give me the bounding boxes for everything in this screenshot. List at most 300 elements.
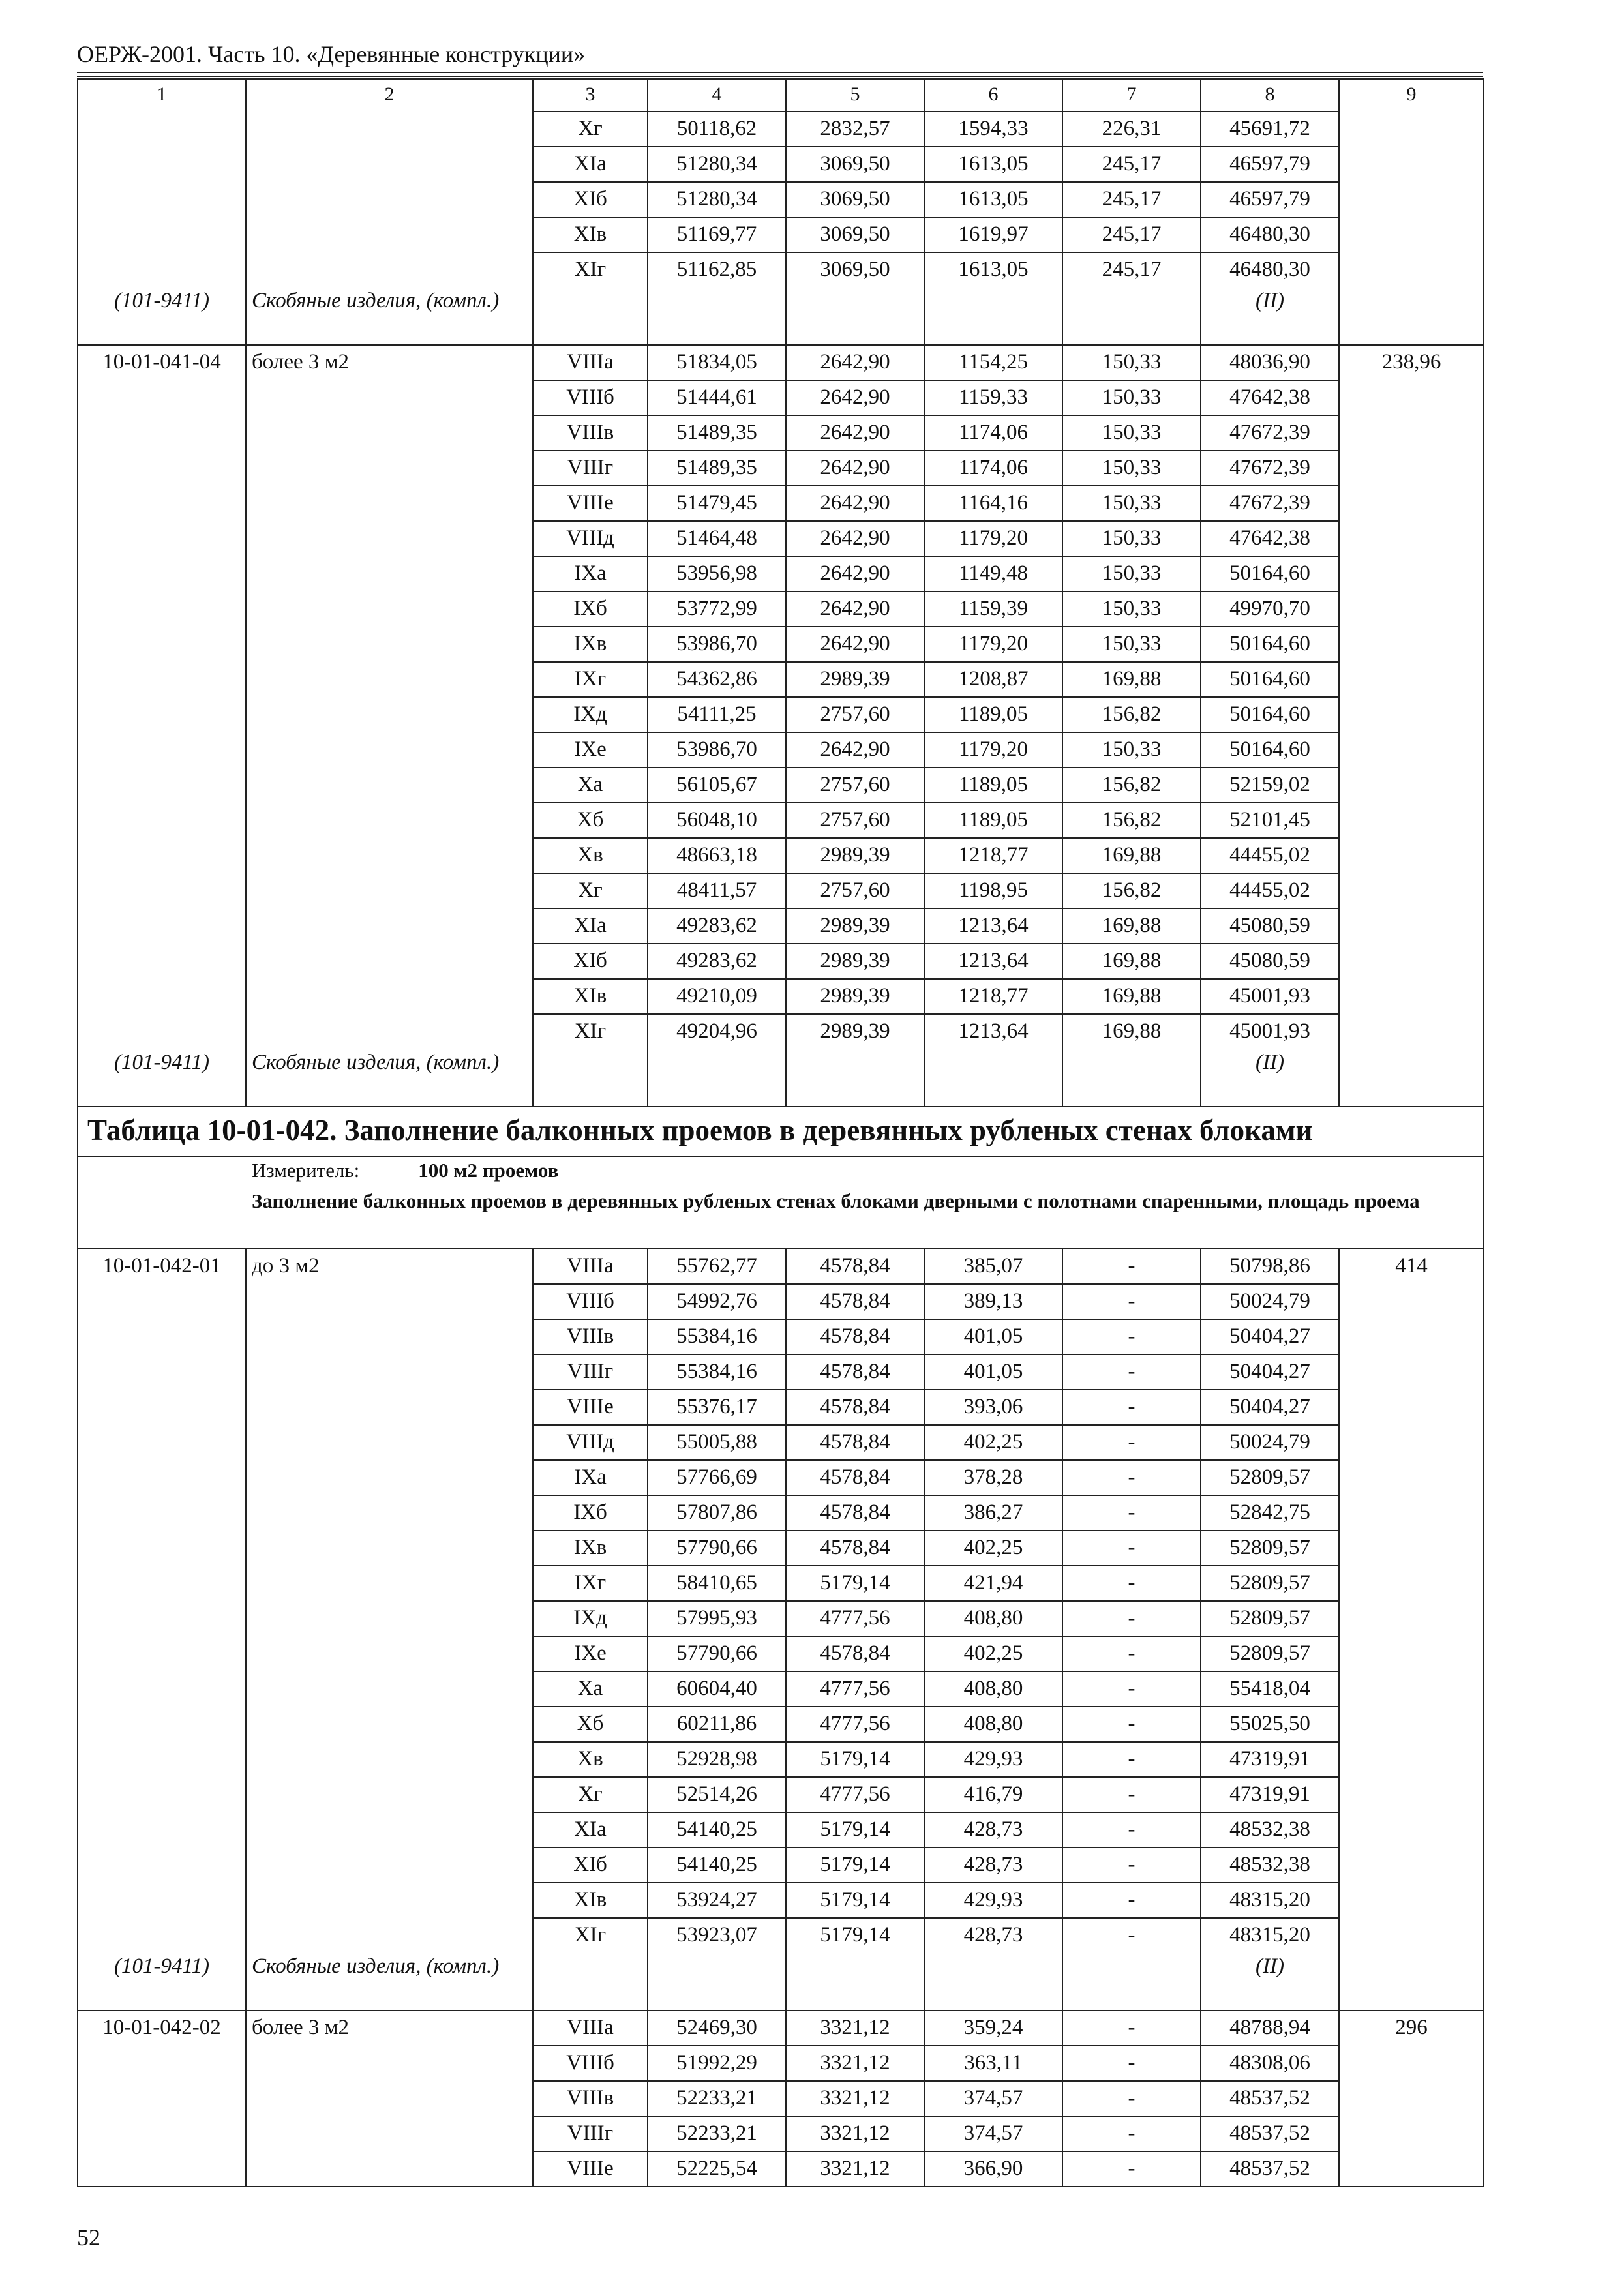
empty-cell xyxy=(246,415,533,451)
value-cell: - xyxy=(1062,1636,1201,1671)
value-cell: 51834,05 xyxy=(648,345,786,380)
price-table xyxy=(77,78,1484,2187)
zone-code: Хг xyxy=(533,873,648,908)
empty-cell xyxy=(78,1742,246,1777)
meter-value: 100 м2 проемов xyxy=(418,1159,559,1182)
value-cell: 45080,59 xyxy=(1201,944,1339,979)
empty-cell xyxy=(1339,521,1484,556)
value-cell: 50164,60 xyxy=(1201,732,1339,768)
value-cell: 2989,39 xyxy=(786,908,924,944)
table-row xyxy=(78,217,1484,252)
column-number: 5 xyxy=(786,79,924,112)
value-cell: 4578,84 xyxy=(786,1636,924,1671)
value-cell: - xyxy=(1062,1918,1201,1952)
value-cell: 1208,87 xyxy=(924,662,1062,697)
zone-code: VIIIа xyxy=(533,1249,648,1284)
empty-cell xyxy=(1339,2046,1484,2081)
value-cell: 1174,06 xyxy=(924,451,1062,486)
value-cell: 51464,48 xyxy=(648,521,786,556)
value-cell: - xyxy=(1062,1601,1201,1636)
empty-cell xyxy=(246,1742,533,1777)
empty-cell xyxy=(1339,147,1484,182)
empty-cell xyxy=(246,1354,533,1390)
hardware-mark: (II) xyxy=(1201,1952,1339,2011)
value-cell: 1218,77 xyxy=(924,838,1062,873)
value-cell: 53924,27 xyxy=(648,1883,786,1918)
empty-cell xyxy=(648,1049,786,1107)
empty-cell xyxy=(78,591,246,627)
value-cell: 2642,90 xyxy=(786,521,924,556)
value-cell: 50164,60 xyxy=(1201,627,1339,662)
rate-code: 10-01-042-02 xyxy=(78,2011,246,2046)
zone-code: VIIIг xyxy=(533,451,648,486)
hardware-code: (101-9411) xyxy=(78,1952,246,2011)
table-row xyxy=(78,2046,1484,2081)
empty-cell xyxy=(78,486,246,521)
value-cell: 55384,16 xyxy=(648,1354,786,1390)
value-cell: 2757,60 xyxy=(786,803,924,838)
value-cell: 2989,39 xyxy=(786,1014,924,1049)
zone-code: VIIIд xyxy=(533,1425,648,1460)
empty-cell xyxy=(1339,1425,1484,1460)
value-cell: 52928,98 xyxy=(648,1742,786,1777)
value-cell: 2642,90 xyxy=(786,556,924,591)
value-cell: 150,33 xyxy=(1062,486,1201,521)
value-cell: 51280,34 xyxy=(648,182,786,217)
empty-cell xyxy=(78,697,246,732)
hardware-row xyxy=(78,1049,1484,1107)
table-row xyxy=(78,1354,1484,1390)
table-row xyxy=(78,591,1484,627)
empty-cell xyxy=(1339,873,1484,908)
value-cell: 2757,60 xyxy=(786,768,924,803)
value-cell: 4578,84 xyxy=(786,1249,924,1284)
empty-cell xyxy=(648,287,786,345)
value-cell: 4578,84 xyxy=(786,1495,924,1531)
value-cell: 2642,90 xyxy=(786,380,924,415)
table-row xyxy=(78,1918,1484,1952)
empty-cell xyxy=(78,1284,246,1319)
empty-cell xyxy=(246,944,533,979)
value-cell: 53772,99 xyxy=(648,591,786,627)
zone-code: ХIб xyxy=(533,182,648,217)
value-cell: 2757,60 xyxy=(786,697,924,732)
value-cell: 49283,62 xyxy=(648,944,786,979)
empty-cell xyxy=(1339,627,1484,662)
value-cell: 50024,79 xyxy=(1201,1284,1339,1319)
value-cell: 169,88 xyxy=(1062,662,1201,697)
value-cell: 2642,90 xyxy=(786,415,924,451)
value-cell: 2989,39 xyxy=(786,944,924,979)
value-cell: 5179,14 xyxy=(786,1918,924,1952)
value-cell: 2989,39 xyxy=(786,662,924,697)
value-cell: 408,80 xyxy=(924,1671,1062,1707)
zone-code: ХIб xyxy=(533,944,648,979)
value-cell: 57766,69 xyxy=(648,1460,786,1495)
value-cell: 3321,12 xyxy=(786,2151,924,2187)
empty-cell xyxy=(78,1390,246,1425)
value-cell: 374,57 xyxy=(924,2116,1062,2151)
value-cell: 2642,90 xyxy=(786,345,924,380)
empty-cell xyxy=(78,1531,246,1566)
value-cell: 52233,21 xyxy=(648,2116,786,2151)
empty-cell xyxy=(246,521,533,556)
value-cell: - xyxy=(1062,2151,1201,2187)
value-cell: 48788,94 xyxy=(1201,2011,1339,2046)
value-cell: 169,88 xyxy=(1062,838,1201,873)
empty-cell xyxy=(924,1952,1062,2011)
empty-cell xyxy=(78,1777,246,1812)
empty-cell xyxy=(246,697,533,732)
zone-code: VIIIб xyxy=(533,2046,648,2081)
value-cell: 150,33 xyxy=(1062,591,1201,627)
empty-cell xyxy=(78,112,246,147)
table-row xyxy=(78,521,1484,556)
value-cell: 54362,86 xyxy=(648,662,786,697)
value-cell: 46480,30 xyxy=(1201,252,1339,287)
value-cell: 48532,38 xyxy=(1201,1812,1339,1848)
hardware-code: (101-9411) xyxy=(78,1049,246,1107)
zone-code: IХд xyxy=(533,697,648,732)
value-cell: 408,80 xyxy=(924,1601,1062,1636)
value-cell: 1159,39 xyxy=(924,591,1062,627)
value-cell: 4578,84 xyxy=(786,1390,924,1425)
zone-code: IХб xyxy=(533,591,648,627)
value-cell: 55376,17 xyxy=(648,1390,786,1425)
value-cell: 4777,56 xyxy=(786,1671,924,1707)
value-cell: 2832,57 xyxy=(786,112,924,147)
value-cell: 1164,16 xyxy=(924,486,1062,521)
empty-cell xyxy=(78,1671,246,1707)
table-row xyxy=(78,908,1484,944)
zone-code: VIIIг xyxy=(533,1354,648,1390)
value-cell: 45080,59 xyxy=(1201,908,1339,944)
value-cell: 48537,52 xyxy=(1201,2116,1339,2151)
value-cell: 2642,90 xyxy=(786,627,924,662)
rate-name: более 3 м2 xyxy=(246,345,533,380)
value-cell: 245,17 xyxy=(1062,147,1201,182)
value-cell: 48411,57 xyxy=(648,873,786,908)
empty-cell xyxy=(78,944,246,979)
zone-code: ХIг xyxy=(533,1918,648,1952)
value-cell: - xyxy=(1062,1425,1201,1460)
value-cell: 49970,70 xyxy=(1201,591,1339,627)
value-cell: 150,33 xyxy=(1062,732,1201,768)
value-cell: 51162,85 xyxy=(648,252,786,287)
empty-cell xyxy=(1339,1848,1484,1883)
empty-cell xyxy=(246,1707,533,1742)
value-cell: 1174,06 xyxy=(924,415,1062,451)
value-cell: 46480,30 xyxy=(1201,217,1339,252)
empty-cell xyxy=(246,627,533,662)
table-row xyxy=(78,2116,1484,2151)
zone-code: Хг xyxy=(533,112,648,147)
value-cell: 3321,12 xyxy=(786,2011,924,2046)
zone-code: IХд xyxy=(533,1601,648,1636)
empty-cell xyxy=(78,2151,246,2187)
value-cell: 156,82 xyxy=(1062,873,1201,908)
value-cell: 51489,35 xyxy=(648,451,786,486)
value-cell: 3069,50 xyxy=(786,147,924,182)
value-cell: 2989,39 xyxy=(786,979,924,1014)
value-cell: 1189,05 xyxy=(924,697,1062,732)
value-cell: - xyxy=(1062,1742,1201,1777)
empty-cell xyxy=(246,838,533,873)
value-cell: 49283,62 xyxy=(648,908,786,944)
value-cell: 52809,57 xyxy=(1201,1636,1339,1671)
empty-cell xyxy=(1062,1952,1201,2011)
value-cell: 47672,39 xyxy=(1201,451,1339,486)
value-cell: 385,07 xyxy=(924,1249,1062,1284)
value-cell: 60211,86 xyxy=(648,1707,786,1742)
value-cell: 60604,40 xyxy=(648,1671,786,1707)
value-cell: 1594,33 xyxy=(924,112,1062,147)
value-cell: 55005,88 xyxy=(648,1425,786,1460)
empty-cell xyxy=(1339,1918,1484,1952)
rate-total: 238,96 xyxy=(1339,345,1484,380)
value-cell: 5179,14 xyxy=(786,1742,924,1777)
value-cell: 53986,70 xyxy=(648,732,786,768)
value-cell: 366,90 xyxy=(924,2151,1062,2187)
value-cell: 1218,77 xyxy=(924,979,1062,1014)
rate-name: до 3 м2 xyxy=(246,1249,533,1284)
zone-code: VIIIа xyxy=(533,2011,648,2046)
table-row xyxy=(78,1284,1484,1319)
empty-cell xyxy=(786,1049,924,1107)
value-cell: 51489,35 xyxy=(648,415,786,451)
page-number: 52 xyxy=(77,2224,100,2251)
empty-cell xyxy=(78,1354,246,1390)
rate-code: 10-01-041-04 xyxy=(78,345,246,380)
value-cell: 169,88 xyxy=(1062,908,1201,944)
value-cell: 245,17 xyxy=(1062,217,1201,252)
empty-cell xyxy=(1339,1883,1484,1918)
empty-cell xyxy=(78,380,246,415)
table-row xyxy=(78,451,1484,486)
value-cell: 1213,64 xyxy=(924,1014,1062,1049)
zone-code: IХе xyxy=(533,1636,648,1671)
empty-cell xyxy=(246,768,533,803)
value-cell: 1189,05 xyxy=(924,803,1062,838)
empty-cell xyxy=(246,1531,533,1566)
value-cell: - xyxy=(1062,2081,1201,2116)
empty-cell xyxy=(78,1460,246,1495)
empty-cell xyxy=(78,1636,246,1671)
empty-cell xyxy=(246,1460,533,1495)
zone-code: ХIг xyxy=(533,252,648,287)
zone-code: IХв xyxy=(533,1531,648,1566)
rate-total: 296 xyxy=(1339,2011,1484,2046)
zone-code: Хв xyxy=(533,838,648,873)
table-row xyxy=(78,2151,1484,2187)
empty-cell xyxy=(246,1014,533,1049)
table-row xyxy=(78,1531,1484,1566)
table-row xyxy=(78,1014,1484,1049)
value-cell: 4578,84 xyxy=(786,1319,924,1354)
empty-cell xyxy=(78,1425,246,1460)
value-cell: 3321,12 xyxy=(786,2081,924,2116)
empty-cell xyxy=(246,556,533,591)
empty-cell xyxy=(786,287,924,345)
value-cell: 1198,95 xyxy=(924,873,1062,908)
empty-cell xyxy=(246,1390,533,1425)
zone-code: ХIа xyxy=(533,908,648,944)
column-number: 8 xyxy=(1201,79,1339,112)
value-cell: 50164,60 xyxy=(1201,556,1339,591)
table-row xyxy=(78,1707,1484,1742)
column-number: 1 xyxy=(78,79,246,112)
value-cell: 2642,90 xyxy=(786,591,924,627)
value-cell: 53923,07 xyxy=(648,1918,786,1952)
table-row xyxy=(78,1319,1484,1354)
value-cell: 428,73 xyxy=(924,1812,1062,1848)
empty-cell xyxy=(78,2116,246,2151)
empty-cell xyxy=(246,147,533,182)
empty-cell xyxy=(1339,697,1484,732)
empty-cell xyxy=(1339,1284,1484,1319)
value-cell: 428,73 xyxy=(924,1848,1062,1883)
empty-cell xyxy=(246,380,533,415)
empty-cell xyxy=(1339,182,1484,217)
table-row xyxy=(78,627,1484,662)
empty-cell xyxy=(78,451,246,486)
empty-cell xyxy=(1339,1566,1484,1601)
value-cell: 156,82 xyxy=(1062,697,1201,732)
value-cell: 4777,56 xyxy=(786,1777,924,1812)
column-number-row xyxy=(78,79,1484,112)
rate-total: 414 xyxy=(1339,1249,1484,1284)
meter-label: Измеритель: xyxy=(252,1159,360,1182)
value-cell: 50164,60 xyxy=(1201,697,1339,732)
table-row xyxy=(78,1566,1484,1601)
empty-cell xyxy=(78,2081,246,2116)
empty-cell xyxy=(78,1601,246,1636)
value-cell: 169,88 xyxy=(1062,1014,1201,1049)
value-cell: 52809,57 xyxy=(1201,1566,1339,1601)
hardware-row xyxy=(78,1952,1484,2011)
zone-code: Ха xyxy=(533,768,648,803)
empty-cell xyxy=(78,556,246,591)
hardware-mark: (II) xyxy=(1201,287,1339,345)
value-cell: 4777,56 xyxy=(786,1707,924,1742)
value-cell: 48663,18 xyxy=(648,838,786,873)
empty-cell xyxy=(1339,1812,1484,1848)
value-cell: 47319,91 xyxy=(1201,1742,1339,1777)
zone-code: VIIIв xyxy=(533,2081,648,2116)
empty-cell xyxy=(246,1319,533,1354)
empty-cell xyxy=(1339,732,1484,768)
meter-row xyxy=(78,1156,1484,1186)
table-row xyxy=(78,1495,1484,1531)
empty-cell xyxy=(1339,1014,1484,1049)
value-cell: - xyxy=(1062,2046,1201,2081)
value-cell: 44455,02 xyxy=(1201,838,1339,873)
empty-cell xyxy=(78,908,246,944)
hardware-name: Скобяные изделия, (компл.) xyxy=(246,1049,533,1107)
empty-cell xyxy=(78,1566,246,1601)
empty-cell xyxy=(1339,556,1484,591)
value-cell: - xyxy=(1062,1354,1201,1390)
empty-cell xyxy=(246,217,533,252)
empty-cell xyxy=(78,732,246,768)
empty-cell xyxy=(78,803,246,838)
empty-cell xyxy=(1339,1354,1484,1390)
empty-cell xyxy=(246,908,533,944)
value-cell: 47642,38 xyxy=(1201,521,1339,556)
table-title-row xyxy=(78,1107,1484,1156)
zone-code: Ха xyxy=(533,1671,648,1707)
value-cell: 57807,86 xyxy=(648,1495,786,1531)
empty-cell xyxy=(78,873,246,908)
value-cell: 408,80 xyxy=(924,1707,1062,1742)
empty-cell xyxy=(246,2046,533,2081)
table-description: Заполнение балконных проемов в деревянных рубленых стенах блоками дверными с полотнами спаренными, площадь проема xyxy=(78,1186,1484,1249)
empty-cell xyxy=(78,768,246,803)
empty-cell xyxy=(246,1636,533,1671)
value-cell: 47672,39 xyxy=(1201,486,1339,521)
empty-cell xyxy=(78,415,246,451)
empty-cell xyxy=(78,1812,246,1848)
zone-code: VIIIе xyxy=(533,1390,648,1425)
value-cell: 416,79 xyxy=(924,1777,1062,1812)
value-cell: 46597,79 xyxy=(1201,147,1339,182)
meter-cell xyxy=(78,1156,1484,1186)
value-cell: 5179,14 xyxy=(786,1566,924,1601)
value-cell: - xyxy=(1062,1883,1201,1918)
value-cell: 2989,39 xyxy=(786,838,924,873)
value-cell: 5179,14 xyxy=(786,1812,924,1848)
value-cell: 150,33 xyxy=(1062,451,1201,486)
value-cell: 4578,84 xyxy=(786,1460,924,1495)
value-cell: 402,25 xyxy=(924,1531,1062,1566)
empty-cell xyxy=(78,1319,246,1354)
zone-code: VIIIд xyxy=(533,521,648,556)
zone-code: VIIIб xyxy=(533,1284,648,1319)
value-cell: - xyxy=(1062,1249,1201,1284)
hardware-code: (101-9411) xyxy=(78,287,246,345)
empty-cell xyxy=(246,2081,533,2116)
value-cell: 48315,20 xyxy=(1201,1918,1339,1952)
zone-code: VIIIб xyxy=(533,380,648,415)
empty-cell xyxy=(1339,768,1484,803)
value-cell: 4578,84 xyxy=(786,1354,924,1390)
value-cell: - xyxy=(1062,1531,1201,1566)
value-cell: 47319,91 xyxy=(1201,1777,1339,1812)
value-cell: 52842,75 xyxy=(1201,1495,1339,1531)
zone-code: IХв xyxy=(533,627,648,662)
table-row xyxy=(78,1883,1484,1918)
table-row xyxy=(78,112,1484,147)
value-cell: 1619,97 xyxy=(924,217,1062,252)
value-cell: 402,25 xyxy=(924,1425,1062,1460)
empty-cell xyxy=(1339,1707,1484,1742)
value-cell: 50164,60 xyxy=(1201,662,1339,697)
empty-cell xyxy=(78,662,246,697)
empty-cell xyxy=(1339,1460,1484,1495)
empty-cell xyxy=(78,2046,246,2081)
empty-cell xyxy=(1339,662,1484,697)
empty-cell xyxy=(246,1918,533,1952)
value-cell: 1159,33 xyxy=(924,380,1062,415)
empty-cell xyxy=(246,1284,533,1319)
table-row xyxy=(78,768,1484,803)
zone-code: IХб xyxy=(533,1495,648,1531)
empty-cell xyxy=(1339,1495,1484,1531)
empty-cell xyxy=(246,182,533,217)
column-number: 7 xyxy=(1062,79,1201,112)
empty-cell xyxy=(1339,2116,1484,2151)
zone-code: Хг xyxy=(533,1777,648,1812)
